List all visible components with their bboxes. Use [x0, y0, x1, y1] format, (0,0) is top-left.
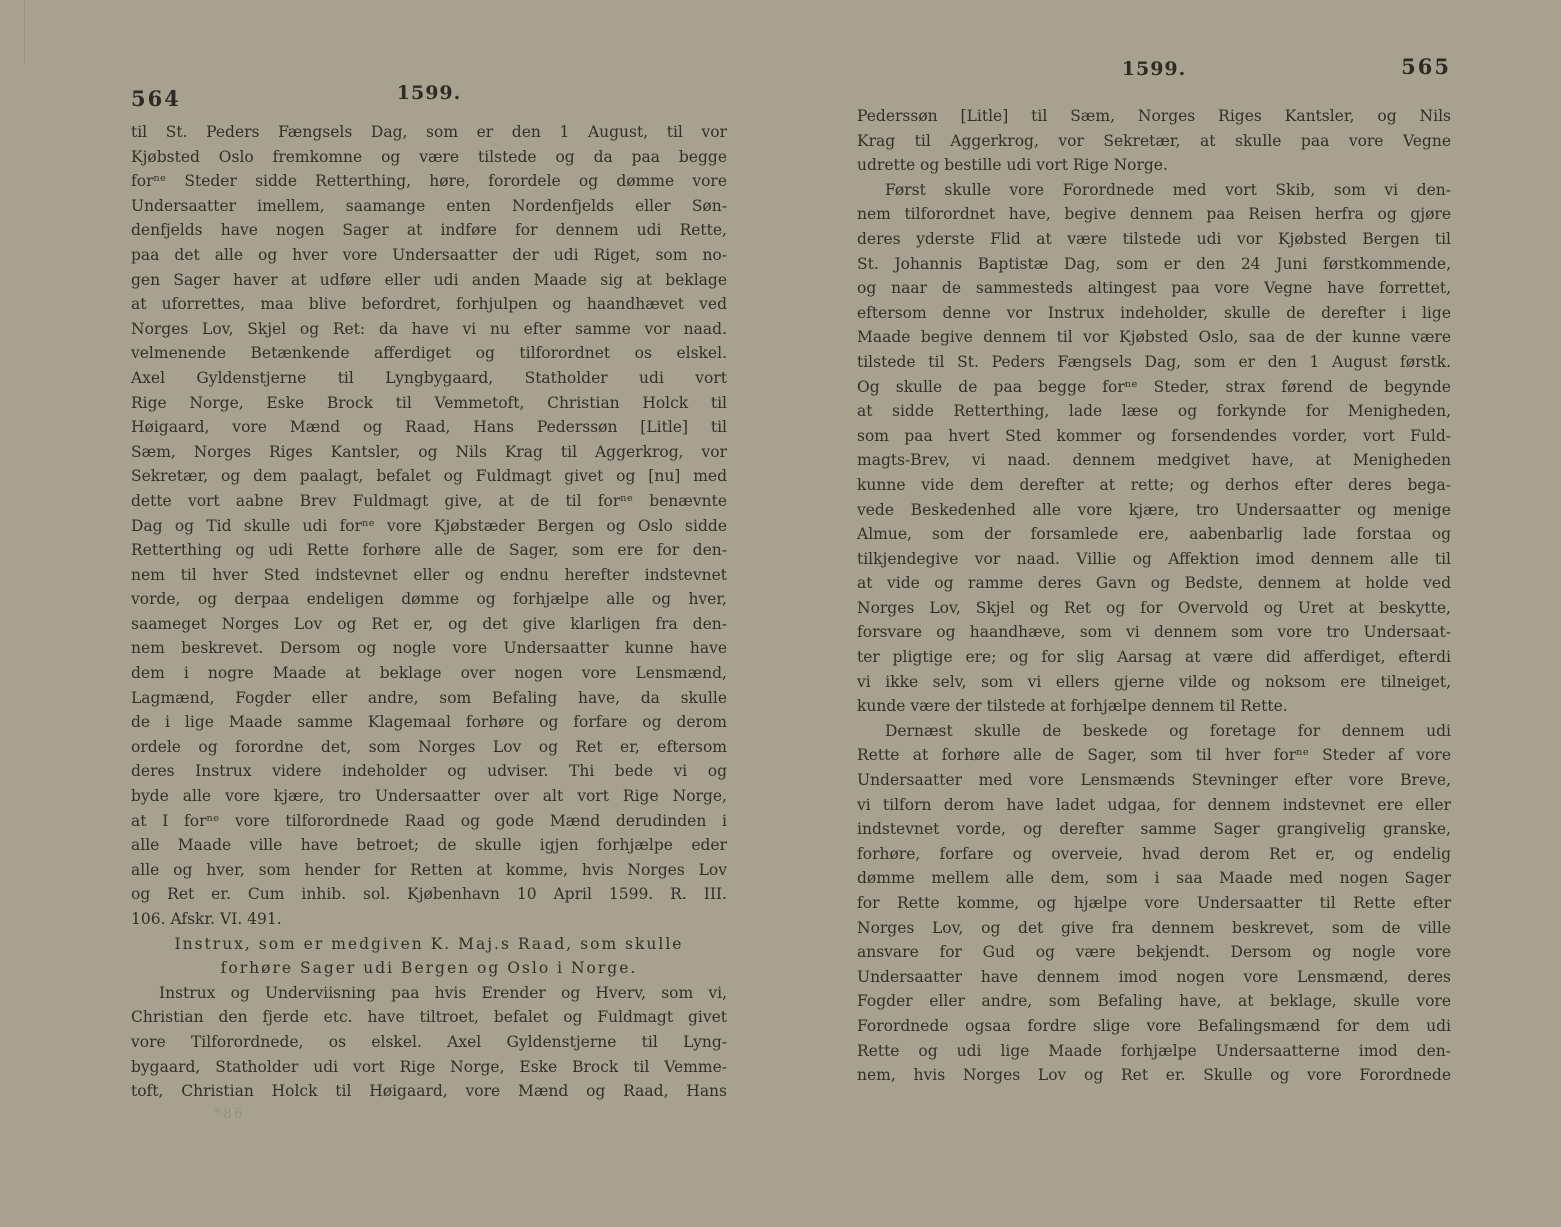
text-line: bygaard, Statholder udi vort Rige Norge, Eske Brock til Vemme- [131, 1057, 727, 1076]
text-line: vore Tilforordnede, os elskel. Axel Gyldenstjerne til Lyng- [131, 1032, 727, 1051]
text-line: deres Instrux videre indeholder og udviser. Thi bede vi og [131, 762, 727, 781]
text-line: vede Beskedenhed alle vore kjære, tro Undersaatter og menige [857, 500, 1451, 519]
text-line: Axel Gyldenstjerne til Lyngbygaard, Statholder udi vort [131, 368, 727, 387]
text-line: nem beskrevet. Dersom og nogle vore Undersaatter kunne have [131, 639, 727, 658]
text-line: Almue, som der forsamlede ere, aabenbarlig lade forstaa og [857, 525, 1451, 544]
paragraph-foerst [857, 178, 1451, 719]
text-line: tilkjendegive vor naad. Villie og Affektion imod dennem alle til [857, 549, 1451, 568]
text-line: Dag og Tid skulle udi forⁿᵉ vore Kjøbstæder Bergen og Oslo sidde [131, 516, 727, 535]
text-line: forhøre, forfare og overveie, hvad derom Ret er, og endelig [857, 844, 1451, 863]
text-line: 106. Afskr. VI. 491. [131, 910, 282, 928]
text-line: byde alle vore kjære, tro Undersaatter over alt vort Rige Norge, [131, 787, 727, 806]
text-line: dømme mellem alle dem, som i saa Maade med nogen Sager [857, 869, 1451, 888]
show-through-mark: *86 [214, 1106, 245, 1122]
text-line: Kjøbsted Oslo fremkomne og være tilstede og da paa begge [131, 147, 727, 166]
text-line: paa det alle og hver vore Undersaatter der udi Riget, som no- [131, 245, 727, 264]
text-line: for Rette komme, og hjælpe vore Undersaatter til Rette efter [857, 894, 1451, 912]
text-line: Pederssøn [Litle] til Sæm, Norges Riges Kantsler, og Nils [857, 107, 1451, 125]
text-line: saameget Norges Lov og Ret er, og det give klarligen fra den- [131, 614, 727, 633]
text-line: Høigaard, vore Mænd og Raad, Hans Pederssøn [Litle] til [131, 418, 727, 437]
paragraph-continuation [857, 104, 1451, 178]
text-line: eftersom denne vor Instrux indeholder, skulle de derefter i lige [857, 303, 1451, 322]
text-line: forhøre Sager udi Bergen og Oslo i Norge. [220, 959, 638, 978]
text-line: Dernæst skulle de beskede og foretage for dennem udi [885, 721, 1451, 740]
text-line: Instrux, som er medgiven K. Maj.s Raad, som skulle [174, 934, 684, 953]
text-line: Rette og udi lige Maade forhjælpe Undersaatterne imod den- [857, 1041, 1451, 1060]
text-line: Lagmænd, Fogder eller andre, som Befaling have, da skulle [131, 688, 727, 707]
text-line: Sekretær, og dem paalagt, befalet og Fuldmagt givet og [nu] med [131, 467, 727, 486]
text-line: at uforrettes, maa blive befordret, forhjulpen og haandhævet ved [131, 295, 727, 314]
text-column-left [131, 120, 727, 1104]
text-line: at I forⁿᵉ vore tilforordnede Raad og gode Mænd derudinden i [131, 811, 727, 830]
text-line: kunde være der tilstede at forhjælpe dennem til Rette. [857, 697, 1288, 716]
text-line: Og skulle de paa begge forⁿᵉ Steder, strax førend de begynde [857, 377, 1451, 396]
text-line: nem, hvis Norges Lov og Ret er. Skulle og vore Forordnede [857, 1066, 1451, 1085]
text-line: Christian den fjerde etc. have tiltroet, befalet og Fuldmagt givet [131, 1008, 727, 1027]
text-column-right [857, 104, 1451, 1088]
text-line: Sæm, Norges Riges Kantsler, og Nils Krag til Aggerkrog, vor [131, 442, 727, 461]
section-heading [131, 932, 727, 981]
text-line: Norges Lov, og det give fra dennem beskrevet, som de ville [857, 918, 1451, 937]
running-head-year-left: 1599. [396, 82, 462, 104]
text-line: vi ikke selv, som vi ellers gjerne vilde og noksom ere tilneiget, [857, 672, 1451, 691]
text-line: at sidde Retterthing, lade læse og forkynde for Menigheden, [857, 402, 1451, 421]
text-line: Maade begive dennem til vor Kjøbsted Oslo, saa de der kunne være [857, 328, 1451, 347]
text-line: toft, Christian Holck til Høigaard, vore Mænd og Raad, Hans [131, 1082, 727, 1101]
text-line: at vide og ramme deres Gavn og Bedste, dennem at holde ved [857, 574, 1451, 593]
text-line: Fogder eller andre, som Befaling have, at beklage, skulle vore [857, 992, 1451, 1011]
text-line: nem til hver Sted indstevnet eller og endnu herefter indstevnet [131, 565, 727, 584]
text-line: vi tilforn derom have ladet udgaa, for dennem indstevnet ere eller [857, 795, 1451, 814]
text-line: Undersaatter have dennem imod nogen vore Lensmænd, deres [857, 967, 1451, 986]
text-line: magts-Brev, vi naad. dennem medgivet have, at Menigheden [857, 451, 1451, 470]
text-line: de i lige Maade samme Klagemaal forhøre og forfare og derom [131, 713, 727, 732]
running-head-year-right: 1599. [1121, 58, 1187, 80]
text-line: ter pligtige ere; og for slig Aarsag at være did afferdiget, efterdi [857, 648, 1451, 667]
text-line: Norges Lov, Skjel og Ret og for Overvold og Uret at beskytte, [857, 598, 1451, 617]
text-line: denfjelds have nogen Sager at indføre for dennem udi Rette, [131, 221, 727, 240]
text-line: gen Sager haver at udføre eller udi anden Maade sig at beklage [131, 270, 727, 289]
text-line: ansvare for Gud og være bekjendt. Dersom og nogle vore [857, 943, 1451, 962]
text-line: som paa hvert Sted kommer og forsendendes vorder, vort Fuld- [857, 426, 1451, 445]
text-line: velmenende Betænkende afferdiget og tilforordnet os elskel. [131, 344, 727, 363]
text-line: indstevnet vorde, og derefter samme Sager grangivelig granske, [857, 820, 1451, 839]
text-line: forⁿᵉ Steder sidde Retterthing, høre, forordele og dømme vore [131, 172, 727, 191]
text-line: ordele og forordne det, som Norges Lov og Ret er, eftersom [131, 737, 727, 756]
text-line: nem tilforordnet have, begive dennem paa Reisen herfra og gjøre [857, 205, 1451, 224]
text-line: Forordnede ogsaa fordre slige vore Befalingsmænd for dem udi [857, 1016, 1451, 1035]
text-line: alle Maade ville have betroet; de skulle igjen forhjælpe eder [131, 836, 727, 855]
text-line: Rige Norge, Eske Brock til Vemmetoft, Christian Holck til [131, 393, 727, 412]
text-line: og naar de sammesteds altingest paa vore Vegne have forrettet, [857, 279, 1451, 298]
text-line: Instrux og Underviisning paa hvis Erender og Hverv, som vi, [159, 983, 727, 1002]
text-line: kunne vide dem derefter at rette; og derhos efter deres bega- [857, 475, 1451, 494]
text-line: St. Johannis Baptistæ Dag, som er den 24 Juni førstkommende, [857, 254, 1451, 273]
text-line: og Ret er. Cum inhib. sol. Kjøbenhavn 10 April 1599. R. III. [131, 885, 727, 904]
text-line: dette vort aabne Brev Fuldmagt give, at de til forⁿᵉ benævnte [131, 491, 727, 510]
text-line: Rette at forhøre alle de Sager, som til hver forⁿᵉ Steder af vore [857, 746, 1451, 765]
text-line: Undersaatter med vore Lensmænds Stevninger efter vore Breve, [857, 771, 1451, 790]
paragraph-dernaest [857, 719, 1451, 1088]
text-line: forsvare og haandhæve, som vi dennem som vore tro Undersaat- [857, 623, 1451, 642]
text-line: Norges Lov, Skjel og Ret: da have vi nu efter samme vor naad. [131, 319, 727, 338]
page-number-right: 565 [1401, 54, 1451, 79]
text-line: Retterthing og udi Rette forhøre alle de Sager, som ere for den- [131, 541, 727, 560]
page-number-left: 564 [131, 86, 181, 111]
text-line: deres yderste Flid at være tilstede udi vor Kjøbsted Bergen til [857, 229, 1451, 248]
text-line: alle og hver, som hender for Retten at komme, hvis Norges Lov [131, 860, 727, 879]
text-line: dem i nogre Maade at beklage over nogen vore Lensmænd, [131, 664, 727, 683]
page-edge-line [24, 0, 25, 64]
text-line: til St. Peders Fængsels Dag, som er den 1 August, til vor [131, 123, 727, 141]
text-line: Først skulle vore Forordnede med vort Skib, som vi den- [885, 180, 1451, 199]
paragraph-continuation [131, 120, 727, 932]
text-line: tilstede til St. Peders Fængsels Dag, som er den 1 August førstk. [857, 352, 1451, 371]
paragraph-instrux [131, 981, 727, 1104]
text-line: vorde, og derpaa endeligen dømme og forhjælpe alle og hver, [131, 590, 727, 609]
text-line: Undersaatter imellem, saamange enten Nordenfjelds eller Søn- [131, 196, 727, 215]
text-line: Krag til Aggerkrog, vor Sekretær, at skulle paa vore Vegne [857, 131, 1451, 150]
text-line: udrette og bestille udi vort Rige Norge. [857, 156, 1168, 175]
